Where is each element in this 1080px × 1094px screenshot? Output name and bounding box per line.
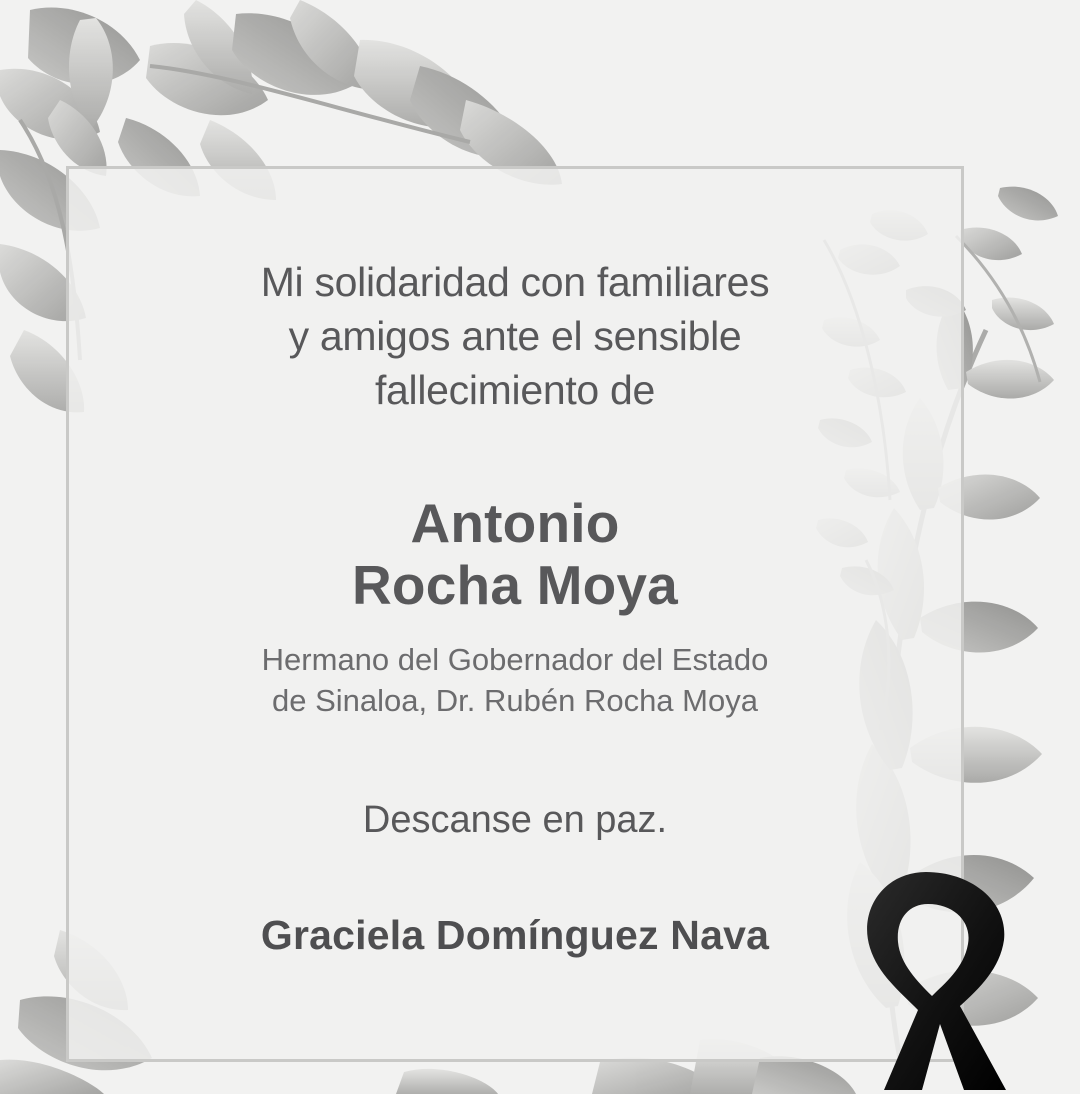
card-content [69, 169, 961, 959]
farewell-text: Descanse en paz. [362, 798, 668, 841]
message-line-2: y amigos ante el sensible [288, 313, 742, 360]
condolence-message [129, 255, 901, 417]
relation-line-2: de Sinaloa, Dr. Rubén Rocha Moya [272, 682, 758, 718]
deceased-relation [129, 639, 901, 721]
signature-name: Graciela Domínguez Nava [260, 911, 770, 958]
message-line-1: Mi solidaridad con familiares [260, 259, 770, 305]
message-line-3: fallecimiento de [374, 367, 656, 414]
black-mourning-ribbon-icon [814, 864, 1044, 1094]
relation-line-1: Hermano del Gobernador del Estado [261, 641, 769, 677]
deceased-last-name: Rocha Moya [352, 553, 678, 616]
deceased-name [129, 493, 901, 616]
deceased-first-name: Antonio [410, 492, 620, 555]
